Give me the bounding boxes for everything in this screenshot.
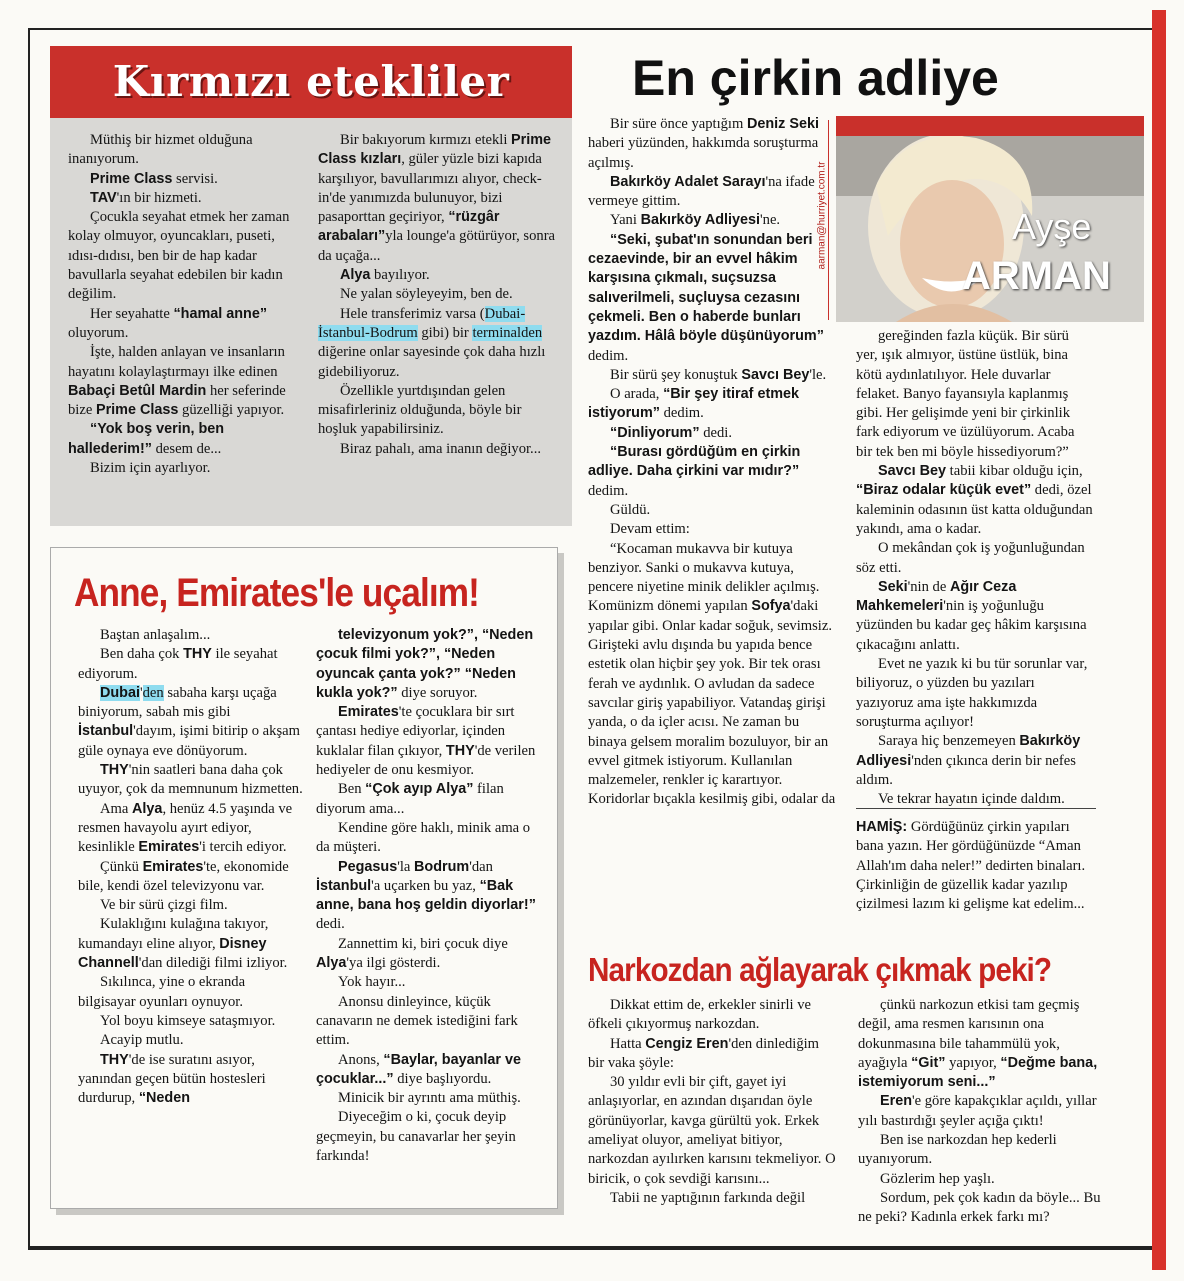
paragraph: O arada, “Bir şey itiraf etmek istiyorum” dedim. bbox=[588, 386, 800, 422]
paragraph: Bir sürü şey konuştuk Savcı Bey'le. bbox=[610, 366, 827, 383]
paragraph: Tabii ne yaptığının farkında değil bbox=[610, 1189, 806, 1206]
paragraph: Biraz pahalı, ama inanın değiyor... bbox=[340, 440, 542, 457]
paragraph: “Dinliyorum” dedi. bbox=[610, 424, 732, 441]
paragraph: Ben ise narkozdan hep kederli uyanıyorum. bbox=[858, 1132, 1057, 1168]
paragraph: Hatta Cengiz Eren'den dinlediğim bir vaka şöyle: bbox=[588, 1035, 820, 1071]
paragraph: televizyonum yok?”, “Neden çocuk filmi yok?”, “Neden oyuncak çanta yok?” “Neden kukla yok?” diye soruyor. bbox=[316, 627, 534, 701]
paragraph: Baştan anlaşalım... bbox=[100, 627, 211, 643]
paragraph: “Burası gördüğüm en çirkin adliye. Daha çirkini var mıdır?” dedim. bbox=[588, 444, 801, 499]
bottom-rule bbox=[28, 1246, 1152, 1248]
paragraph: Özellikle yurtdışından gelen misafirleriniz olduğunda, böyle bir hoşluk yapabilirsiniz. bbox=[318, 382, 522, 438]
right-col2 bbox=[856, 327, 1094, 809]
photo-red-band bbox=[836, 116, 1144, 136]
paragraph: Prime Class servisi. bbox=[90, 170, 218, 187]
hamis-rule bbox=[856, 808, 1096, 809]
right-red-margin bbox=[1152, 10, 1166, 1270]
paragraph: Saraya hiç benzemeyen Bakırköy Adliyesi'nden çıkınca derin bir nefes aldım. bbox=[856, 733, 1081, 788]
author-last-name: ARMAN bbox=[962, 254, 1111, 298]
left-bottom-col2 bbox=[316, 626, 542, 1166]
paragraph: Sordum, pek çok kadın da böyle... Bu ne peki? Kadınla erkek farkı mı? bbox=[858, 1189, 1101, 1226]
paragraph: Evet ne yazık ki bu tür sorunlar var, biliyoruz, o yüzden bu yazıları yazıyoruz ama işte hakkımızda soruşturma açılıyor! bbox=[856, 656, 1088, 730]
right-title: En çirkin adliye bbox=[632, 50, 999, 106]
paragraph: Hele transferimiz varsa (Dubai-İstanbul-Bodrum gibi) bir terminalden diğerine onlar sayesinde çok daha hızlı gidebiliyoruz. bbox=[318, 305, 546, 380]
paragraph: Zannettim ki, biri çocuk diye Alya'ya ilgi gösterdi. bbox=[316, 935, 508, 972]
paragraph: Anonsu dinleyince, küçük canavarın ne demek istediğini fark ettim. bbox=[316, 993, 518, 1049]
paragraph: O mekândan çok iş yoğunluğundan söz etti. bbox=[856, 540, 1085, 576]
author-email: aarman@hurriyet.com.tr bbox=[816, 161, 828, 270]
left-bottom-col1 bbox=[78, 626, 304, 1108]
paragraph: Yol boyu kimseye sataşmıyor. bbox=[100, 1012, 276, 1029]
paragraph: Bakırköy Adalet Sarayı'na ifade vermeye gittim. bbox=[588, 173, 815, 210]
paragraph: İşte, halden anlayan ve insanların hayatını kolaylaştırmayı ilke edinen Babaçi Betûl Mardin her seferinde bize Prime Class güzelliği yapıyor. bbox=[68, 344, 286, 419]
paragraph: Dikkat ettim de, erkekler sinirli ve öfkeli çıkıyormuş narkozdan. bbox=[588, 997, 812, 1033]
paragraph: Müthiş bir hizmet olduğuna inanıyorum. bbox=[68, 132, 253, 168]
hamis-text: HAMİŞ: Gördüğünüz çirkin yapıları bana yazın. Her gördüğünüzde “Aman Allah'ım daha neler!” dedirten binaları. Çirkinliğin de güzellik kadar yazılıp çizilmesi lazım ki gelişme kat edelim... bbox=[856, 819, 1086, 913]
paragraph: Kulaklığını kulağına takıyor, kumandayı eline alıyor, Disney Channell'dan dilediği filmi izliyor. bbox=[78, 916, 288, 972]
paragraph: TAV'ın bir hizmeti. bbox=[90, 189, 202, 206]
author-first-name: Ayşe bbox=[1012, 206, 1092, 247]
left-top-col2 bbox=[318, 131, 556, 459]
paragraph: Ve tekrar hayatın içinde daldım. bbox=[878, 791, 1065, 808]
paragraph: Devam ettim: bbox=[610, 521, 690, 538]
left-top-col1 bbox=[68, 131, 302, 478]
paragraph: Çocukla seyahat etmek her zaman kolay olmuyor, oyuncakları, puseti, ıdısı-dıdısı, ben bir de hap kadar bavullarla seyahat edebilen bir kadın değilim. bbox=[68, 209, 290, 303]
paragraph: Acayip mutlu. bbox=[100, 1032, 184, 1049]
paragraph: “Kocaman mukavva bir kutuya benziyor. Sanki o mukavva kutuya, pencere niyetine minik delikler açılmış. Komünizm dönemi yapılan Sofya'daki yapılar gibi. Onlar kadar soğuk, sevimsiz. Girişteki avlu dışında bu yapıda bence estetik olan hiçbir şey yok. Bir tek orası ferah ve aydınlık. O avludan da sadece savcılar giriş yapabiliyor. Vatandaş girişi yanda, o da içler acısı. Ne zaman bu binaya gelsem moralim bozuluyor, bir an evvel gitmek istiyorum. Kullanılan malzemeler, renkler iç karartıyor. Koridorlar bıçakla kesilmiş gibi, odalar da bbox=[588, 540, 836, 808]
paragraph: THY'de ise suratını asıyor, yanından geçen bütün hostesleri durdurup, “Neden bbox=[78, 1051, 266, 1107]
right-col1 bbox=[588, 115, 838, 810]
paragraph: Gözlerim hep yaşlı. bbox=[880, 1170, 995, 1187]
paragraph: Bizim için ayarlıyor. bbox=[90, 460, 211, 477]
hamis-note bbox=[856, 818, 1096, 914]
left-top-title: Kırmızı etekliler bbox=[112, 57, 510, 106]
paragraph: Savcı Bey tabii kibar olduğu için, “Biraz odalar küçük evet” dedi, özel kaleminin odasının üst katta olduğundan yakındı, ama o kadar. bbox=[856, 463, 1093, 537]
narkoz-col1 bbox=[588, 996, 838, 1208]
paragraph: Ama Alya, henüz 4.5 yaşında ve resmen havayolu ayırt ediyor, kesinlikle Emirates'i tercih ediyor. bbox=[78, 800, 293, 856]
narkoz-col2 bbox=[858, 996, 1102, 1228]
paragraph: çünkü narkozun etkisi tam geçmiş değil, ama resmen karısının ona dokunmasına bile tahammülü yok, ayağıyla “Git” yapıyor, “Değme bana, istemiyorum seni...” bbox=[858, 997, 1098, 1091]
paragraph: 30 yıldır evli bir çift, gayet iyi anlaşıyorlar, en azından dışarıdan öyle görünüyorlar, kavga gürültü yok. Erkek ameliyat oluyor, ameliyat bitiyor, narkozdan ayılırken karısını tekmeliyor. O biricik, o çok sevdiği karısını... bbox=[588, 1074, 836, 1187]
paragraph: Eren'e göre kapakçıklar açıldı, yıllar yılı bastırdığı şeyler açığa çıktı! bbox=[858, 1093, 1097, 1129]
paragraph: “Yok boş verin, ben hallederim!” desem de... bbox=[68, 421, 225, 457]
paragraph: Pegasus'la Bodrum'dan İstanbul'a uçarken bu yaz, “Bak anne, bana hoş geldin diyorlar!” dedi. bbox=[316, 858, 536, 933]
paragraph: Dubai'den sabaha karşı uçağa biniyorum, sabah mis gibi İstanbul'dayım, işimi bitirip o akşam güle oynaya eve dönüyorum. bbox=[78, 684, 300, 759]
paragraph: Güldü. bbox=[610, 501, 651, 518]
paragraph: Seki'nin de Ağır Ceza Mahkemeleri'nin iş yoğunluğu yüzünden bu kadar geç hâkim karşısına çıkacağını anlattı. bbox=[856, 578, 1087, 653]
paragraph: gereğinden fazla küçük. Bir sürü yer, ışık almıyor, üstüne üstlük, bina kötü aydınlatılıyor. Hele duvarlar felaket. Banyo fayansıyla kaplanmış gibi. Her gelişimde yeni bir çirkinlik fark ediyorum ve üzülüyorum. Acaba bir tek ben mi böyle hissediyorum?” bbox=[856, 328, 1075, 460]
narkoz-title: Narkozdan ağlayarak çıkmak peki? bbox=[588, 951, 1052, 988]
paragraph: Anons, “Baylar, bayanlar ve çocuklar...” diye başlıyordu. bbox=[316, 1051, 522, 1087]
paragraph: Çünkü Emirates'te, ekonomide bile, kendi özel televizyonu var. bbox=[78, 858, 289, 894]
paragraph: Emirates'te çocuklara bir sırt çantası hediye ediyorlar, içinden kuklalar filan çıkıyor, THY'de verilen hediyeler de onu kesmiyor. bbox=[316, 704, 536, 779]
paragraph: Ne yalan söyleyeyim, ben de. bbox=[340, 286, 513, 303]
paragraph: “Seki, şubat'ın sonundan beri cezaevinde, bir an evvel hâkim karşısına çıkmalı, suçsuzsa salıverilmeli, suçluysa cezasını çekmeli. Ben o haberde bunları yazdım. Hâlâ böyle düşünüyorum” dedim. bbox=[588, 231, 824, 364]
paragraph: Alya bayılıyor. bbox=[340, 267, 430, 284]
paragraph: Kendine göre haklı, minik ama o da müşteri. bbox=[316, 819, 531, 856]
paragraph: Diyeceğim o ki, çocuk deyip geçmeyin, bu canavarlar her şeyin farkında! bbox=[316, 1109, 516, 1165]
paragraph: Yok hayır... bbox=[338, 974, 406, 991]
paragraph: Sıkılınca, yine o ekranda bilgisayar oyunları oynuyor. bbox=[78, 974, 246, 1010]
paragraph: THY'nin saatleri bana daha çok uyuyor, çok da memnunum hizmetten. bbox=[78, 762, 303, 798]
paragraph: Ve bir sürü çizgi film. bbox=[100, 897, 228, 914]
paragraph: Bir süre önce yaptığım Deniz Seki haberi yüzünden, hakkımda soruşturma açılmış. bbox=[588, 116, 819, 171]
paragraph: Her seyahatte “hamal anne” oluyorum. bbox=[68, 305, 268, 341]
paragraph: Bir bakıyorum kırmızı etekli Prime Class kızları, güler yüzle bizi kapıda karşılıyor, bavullarımızı alıyor, check-in'de yanımızda bulunuyor, bizi pasaporttan geçiriyor, “rüzgâr arabaları”yla lounge'a götürüyor, sonra da uçağa... bbox=[318, 132, 556, 264]
paragraph: Minicik bir ayrıntı ama müthiş. bbox=[338, 1090, 521, 1107]
left-bottom-title: Anne, Emirates'le uçalım! bbox=[74, 571, 480, 615]
paragraph: Ben daha çok THY ile seyahat ediyorum. bbox=[78, 646, 278, 682]
paragraph: Yani Bakırköy Adliyesi'ne. bbox=[610, 212, 781, 229]
paragraph: Ben “Çok ayıp Alya” filan diyorum ama... bbox=[316, 781, 504, 817]
